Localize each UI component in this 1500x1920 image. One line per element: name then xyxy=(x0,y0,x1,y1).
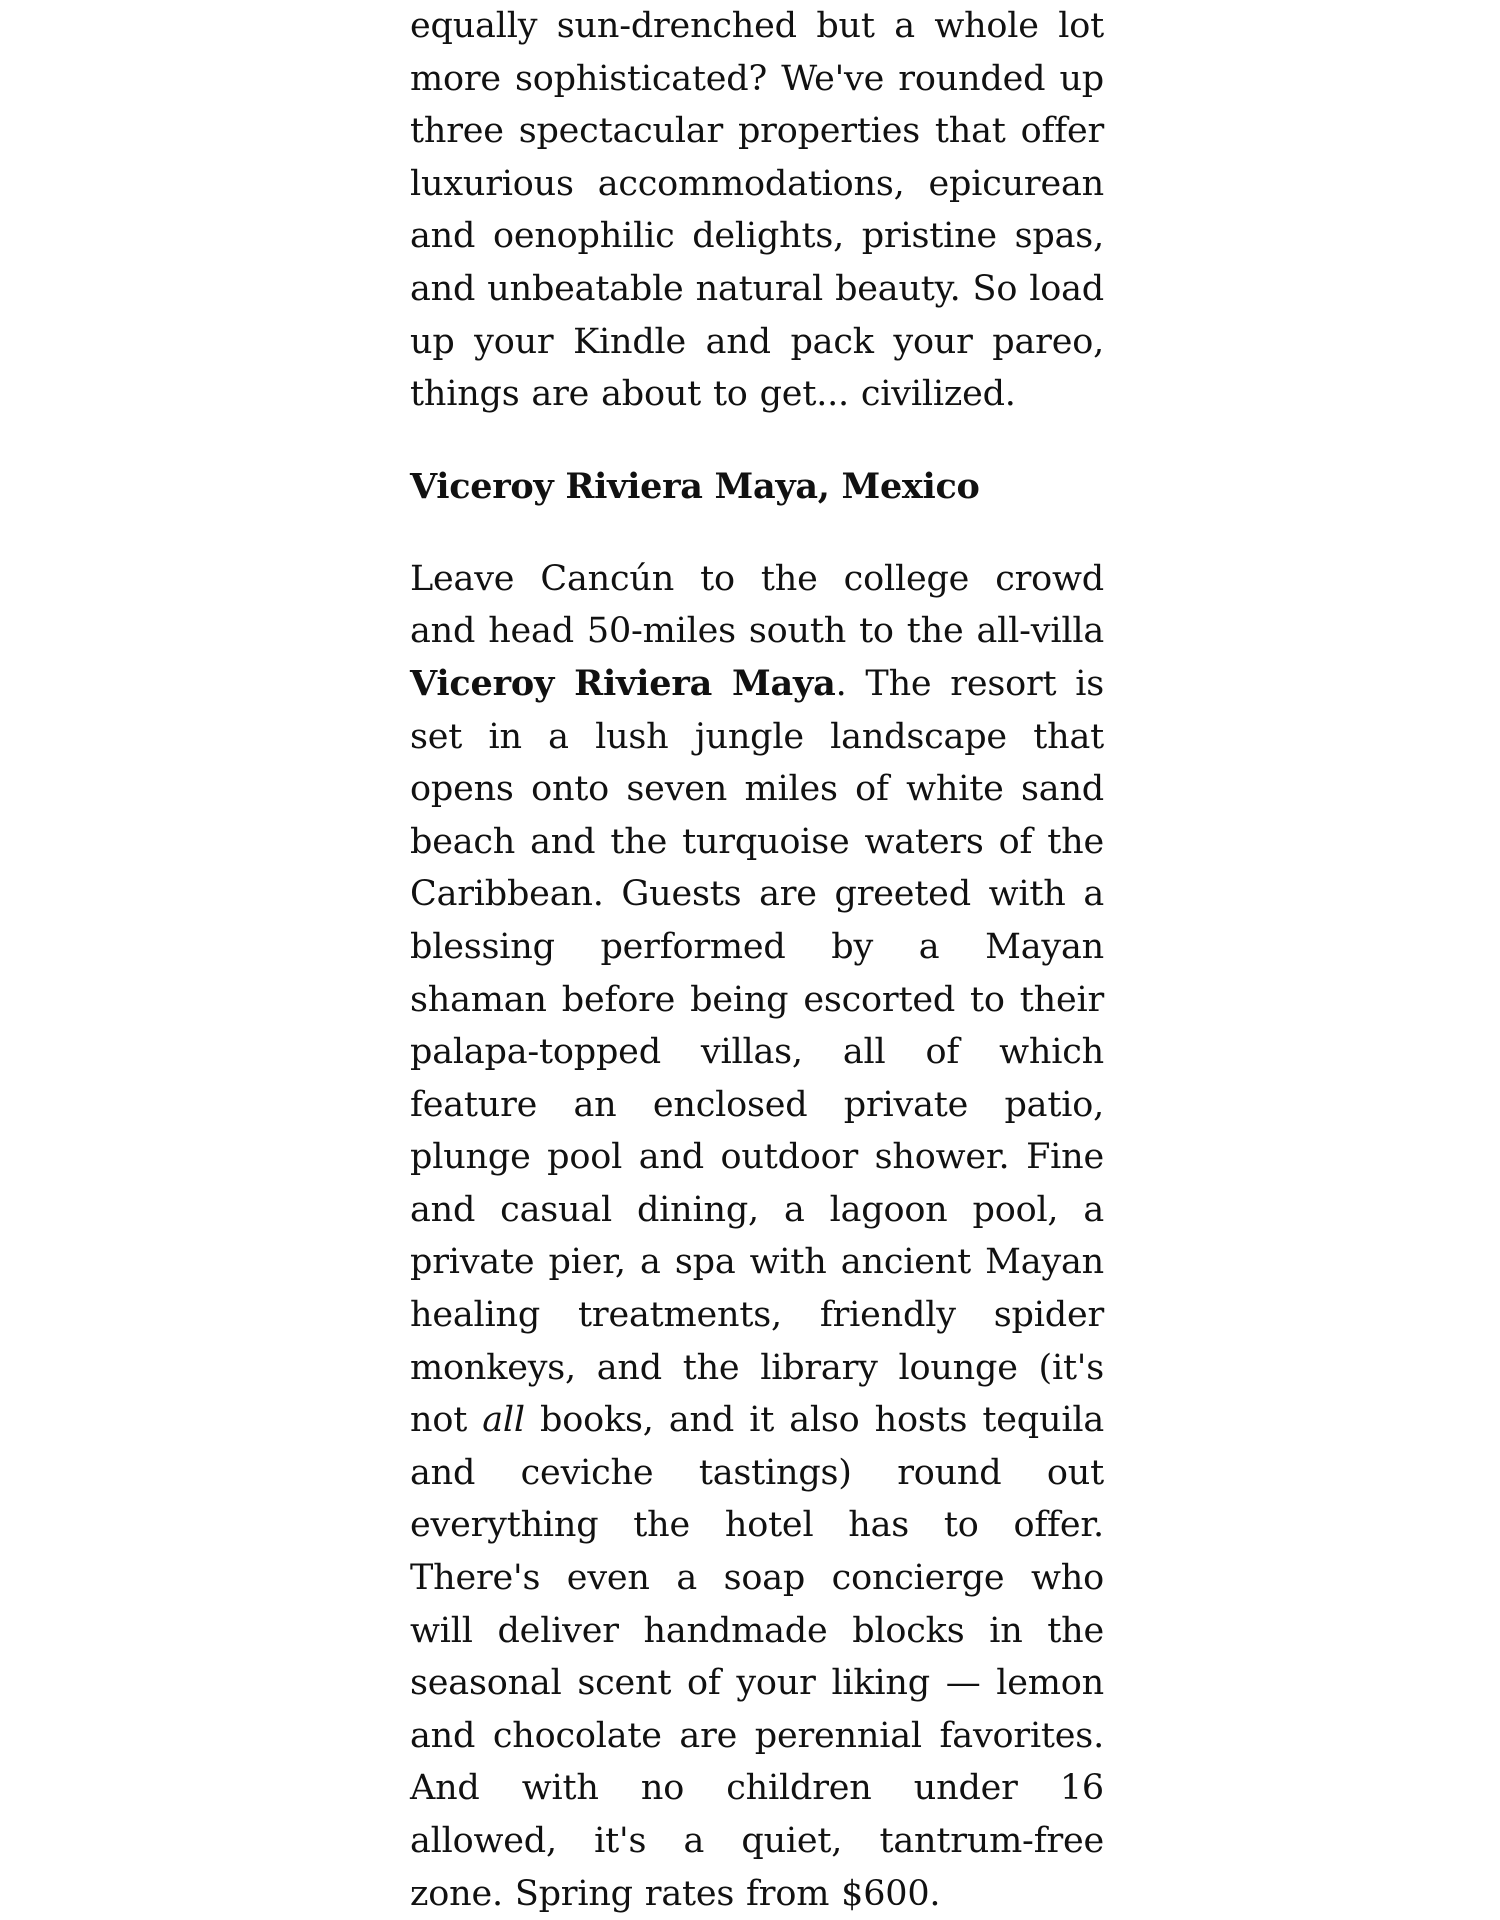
intro-paragraph: equally sun-drenched but a whole lot more sophisticated? We've rounded up three spectacular properties that offer luxurious accommodations, epicurean and oenophilic delights, pristine spas, and unbeatable natural beauty. So load up your Kindle and pack your pareo, things are about to get... civilized. xyxy=(410,6,1104,415)
body-text-part2: . The resort is set in a lush jungle landscape that opens onto seven miles of white sand beach and the turquoise waters of the Caribbean. Guests are greeted with a blessing performed by a Mayan shaman before being escorted to their palapa-topped villas, all of which feature an enclosed private patio, plunge pool and outdoor shower. Fine and casual dining, a lagoon pool, a private pier, a spa with ancient Mayan healing treatments, friendly spider monkeys, and the library lounge (it's not xyxy=(410,663,1105,1441)
body-paragraph xyxy=(410,553,1104,1920)
section-heading: Viceroy Riviera Maya, Mexico xyxy=(410,465,980,507)
resort-name: Viceroy Riviera Maya xyxy=(410,662,836,704)
body-text-part3: books, and it also hosts tequila and ceviche tastings) round out everything the hotel has to offer. There's even a soap concierge who will deliver handmade blocks in the seasonal scent of your liking — lemon and chocolate are perennial favorites. And with no children under 16 allowed, it's a quiet, tantrum-free zone. Spring rates from $600. xyxy=(410,1400,1104,1914)
body-text-part1: Leave Cancún to the college crowd and head 50-miles south to the all-villa xyxy=(410,558,1104,652)
article xyxy=(410,0,1104,1920)
emphasis-text: all xyxy=(482,1400,525,1441)
